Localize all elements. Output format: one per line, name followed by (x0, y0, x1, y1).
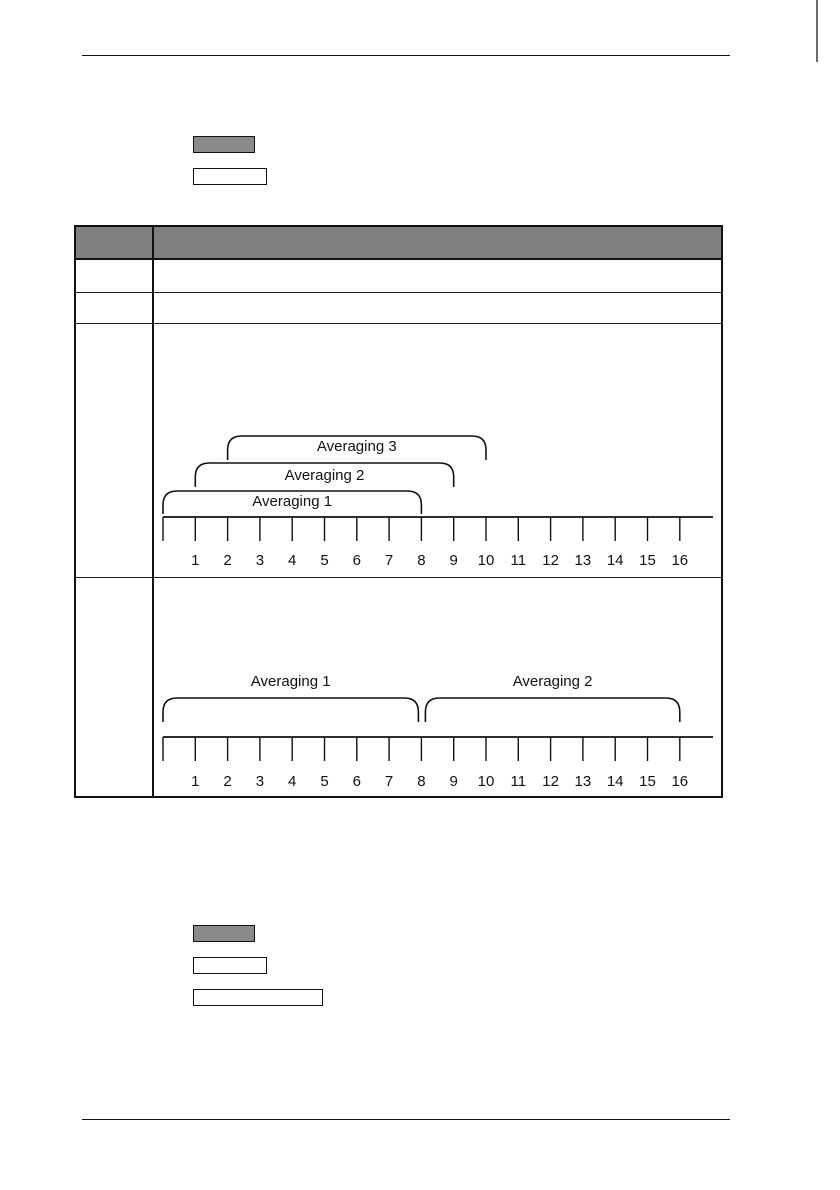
block-tick-label: 11 (510, 773, 527, 790)
sliding-tick-label: 10 (477, 552, 495, 569)
block-tick-label: 7 (384, 773, 394, 790)
block-tick-label: 15 (639, 773, 656, 790)
block-tick-label: 14 (606, 773, 624, 790)
sliding-tick-label: 5 (320, 552, 329, 569)
sliding-tick-label: 11 (510, 552, 527, 569)
sliding-tick-label: 16 (671, 552, 689, 569)
block-tick-label: 13 (574, 773, 592, 790)
block-tick-label: 4 (288, 773, 297, 790)
sliding-window-label: Averaging 1 (252, 493, 333, 510)
sliding-tick-label: 14 (606, 552, 624, 569)
legend-swatch-wide (193, 989, 323, 1006)
footer-rule (82, 1119, 730, 1120)
block-tick-label: 9 (449, 773, 458, 790)
sliding-tick-label: 4 (288, 552, 297, 569)
sliding-tick-label: 2 (223, 552, 232, 569)
sliding-window-label: Averaging 2 (284, 467, 365, 484)
block-window-brace (163, 698, 418, 722)
sliding-tick-label: 6 (352, 552, 361, 569)
block-tick-label: 5 (320, 773, 329, 790)
sliding-tick-label: 8 (417, 552, 426, 569)
sliding-tick-label: 1 (191, 552, 200, 569)
block-window-label: Averaging 2 (512, 673, 593, 690)
block-tick-label: 16 (671, 773, 689, 790)
block-tick-label: 1 (191, 773, 200, 790)
block-tick-label: 8 (417, 773, 426, 790)
block-tick-label: 2 (223, 773, 232, 790)
sliding-averaging-diagram (163, 436, 713, 569)
sliding-window-label: Averaging 3 (316, 438, 397, 455)
block-averaging-diagram (163, 673, 713, 790)
legend-swatch-white-2 (193, 957, 267, 974)
block-tick-label: 6 (352, 773, 361, 790)
sliding-tick-label: 9 (449, 552, 458, 569)
legend-swatch-gray-2 (193, 925, 255, 942)
block-tick-label: 10 (477, 773, 495, 790)
sliding-tick-label: 7 (384, 552, 394, 569)
sliding-tick-label: 12 (542, 552, 559, 569)
block-tick-label: 12 (542, 773, 559, 790)
sliding-tick-label: 15 (639, 552, 656, 569)
block-window-brace (425, 698, 679, 722)
sliding-tick-label: 3 (255, 552, 265, 569)
block-tick-label: 3 (255, 773, 265, 790)
sliding-tick-label: 13 (574, 552, 592, 569)
block-window-label: Averaging 1 (250, 673, 331, 690)
